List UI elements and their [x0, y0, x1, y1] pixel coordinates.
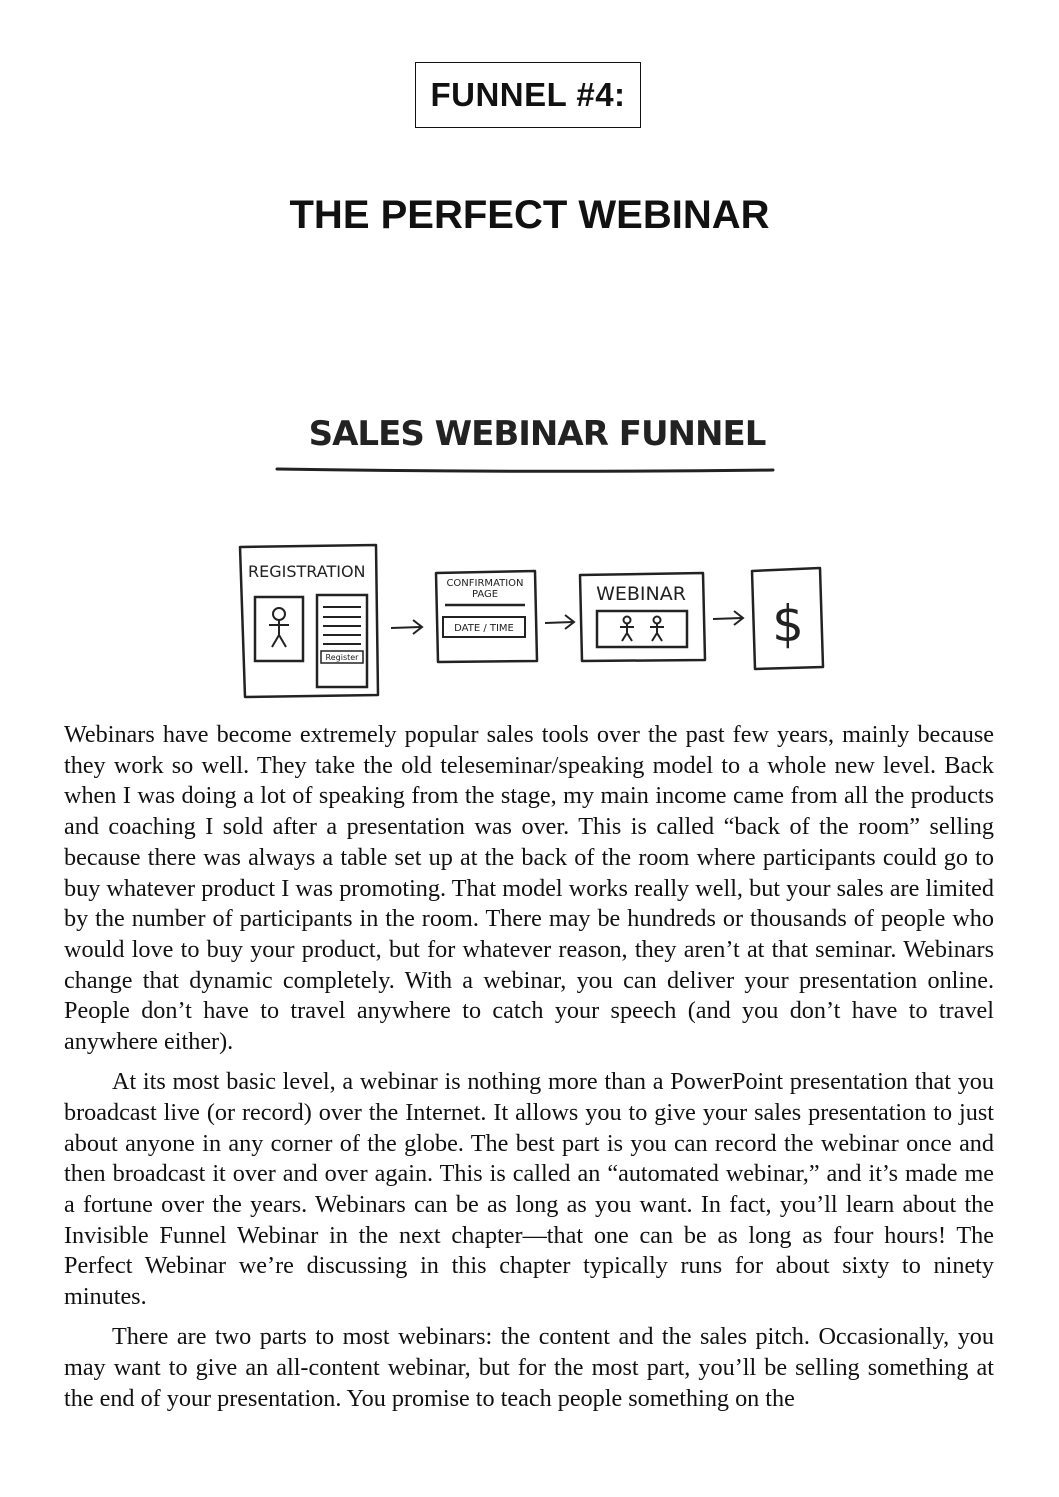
paragraph: At its most basic level, a webinar is nothing more than a PowerPoint presentation that you broadcast live (or record) over the Internet. It allows you to give your sales presentation to just about anyone in any corner of the globe. The best part is you can record the webinar once and then broadcast it over and over again. This is called an “automated webinar,” and it’s made me a fortune over the years. Webinars can be as long as you want. In fact, you’ll learn about the Invisible Funnel Webinar in the next chapter—that one can be as long as four hours! The Perfect Webinar we’re discussing in this chapter typically runs for about sixty to ninety minutes. — [64, 1068, 994, 1311]
arrow-icon — [545, 615, 574, 629]
webinar-step — [580, 573, 705, 661]
paragraph: Webinars have become extremely popular sales tools over the past few years, mainly because they work so well. They take the old teleseminar/speaking model to a whole new level. Back when I was doing a lot of speaking from the stage, my main income came from all the products and coaching I sold after a presentation was over. This is called “back of the room” selling because there was always a table set up at the back of the room where participants could go to buy whatever product I was promoting. That model works really well, but your sales are limited by the number of participants in the room. There may be hundreds or thousands of people who would love to buy your product, but for whatever reason, they aren’t at that seminar. Webinars change that dynamic completely. With a webinar, you can deliver your presentation online. People don’t have to travel anywhere to catch your speech (and you don’t have to travel anywhere either). — [64, 721, 994, 1056]
arrow-icon — [391, 620, 422, 634]
person-icon — [269, 608, 289, 647]
register-button-label: Register — [325, 653, 359, 662]
chapter-label: FUNNEL #4: — [415, 62, 641, 128]
arrow-icon — [713, 611, 743, 625]
registration-step — [240, 545, 378, 697]
body-text — [64, 720, 994, 1424]
paragraph: There are two parts to most webinars: the content and the sales pitch. Occasionally, you may want to give an all-content webinar, but for the most part, you’ll be selling something at the end of your presentation. You promise to teach people something on the — [64, 1323, 994, 1412]
date-time-field: DATE / TIME — [454, 623, 514, 634]
chapter-title: THE PERFECT WEBINAR — [289, 193, 770, 237]
sale-step — [752, 568, 823, 669]
form-lines-icon — [323, 607, 361, 644]
title-underline — [277, 469, 773, 471]
confirmation-label-line2: PAGE — [471, 589, 499, 600]
people-icon — [620, 617, 664, 642]
sales-webinar-funnel-diagram — [225, 395, 835, 705]
registration-label: REGISTRATION — [248, 562, 366, 581]
confirmation-step — [436, 571, 537, 662]
diagram-title: SALES WEBINAR FUNNEL — [308, 414, 766, 454]
dollar-icon: $ — [772, 595, 804, 653]
webinar-label: WEBINAR — [596, 583, 686, 605]
confirmation-label-line1: CONFIRMATION — [446, 578, 524, 589]
